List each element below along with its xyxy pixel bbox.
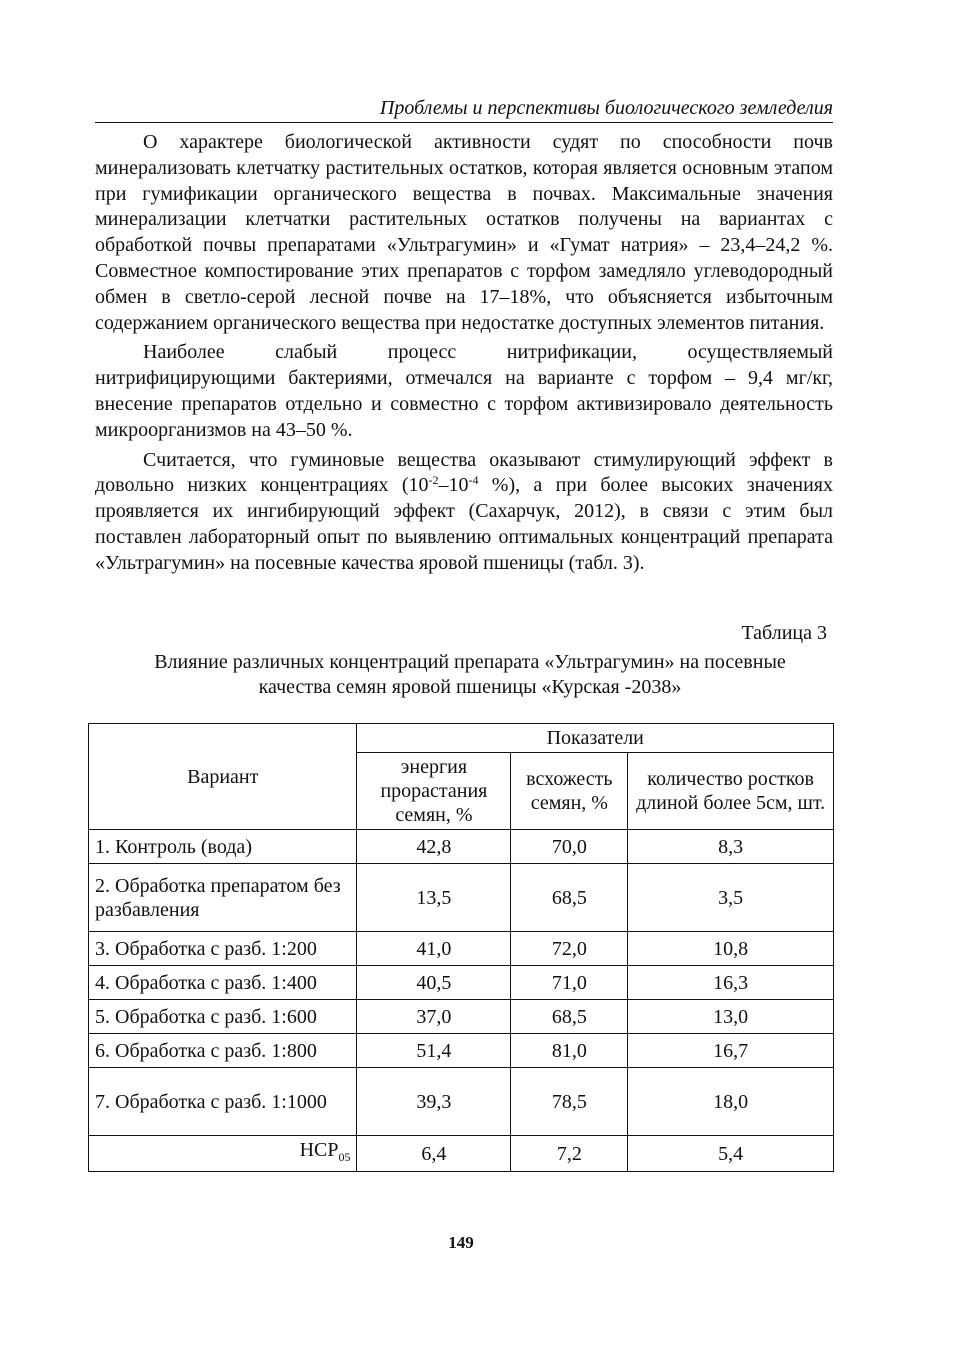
cell-sprout-count: 3,5 xyxy=(628,864,834,932)
table-label: Таблица 3 xyxy=(741,622,827,644)
cell-sprout-count: 10,8 xyxy=(628,932,834,966)
paragraph-3 xyxy=(95,448,833,577)
table-row xyxy=(89,1000,834,1034)
cell-energy: 51,4 xyxy=(357,1034,511,1068)
exponent-2: -4 xyxy=(468,473,479,488)
cell-germination: 72,0 xyxy=(511,932,628,966)
cell-sprout-count: 16,3 xyxy=(628,966,834,1000)
exponent-1: -2 xyxy=(428,473,439,488)
table-row xyxy=(89,1068,834,1136)
cell-variant: 3. Обработка с разб. 1:200 xyxy=(89,932,357,966)
paragraph-3-start: Считается, что гуминовые вещества оказывают стимулирующий эффект в довольно низких концентрациях (10 xyxy=(95,448,833,497)
table-row xyxy=(89,864,834,932)
col-header-variant: Вариант xyxy=(89,724,357,830)
cell-germination: 68,5 xyxy=(511,864,628,932)
table-row xyxy=(89,830,834,864)
body-text xyxy=(95,130,833,581)
paragraph-3-end: %), а при более высоких значениях проявляется их ингибирующий эффект (Сахарчук, 2012), в связи с этим был поставлен лабораторный опыт по выявлению оптимальных концентраций препарата «Ультрагумин» на посевные качества яровой пшеницы (табл. 3). xyxy=(95,474,833,574)
table-row xyxy=(89,1034,834,1068)
table-row xyxy=(89,966,834,1000)
col-header-sprout-count: количество ростков длиной более 5см, шт. xyxy=(628,753,834,830)
paragraph-1: О характере биологической активности судят по способности почв минерализовать клетчатку растительных остатков, которая является основным этапом при гумификации органического вещества в почвах. Максимальные значения минерализации клетчатки растительных остатков получены на вариантах с обработкой почвы препаратами «Ультрагумин» и «Гумат натрия» – 23,4–24,2 %. Совместное компостирование этих препаратов с торфом замедляло углеводородный обмен в светло-серой лесной почве на 17–18%, что объясняется избыточным содержанием органического вещества при недостатке доступных элементов питания. xyxy=(95,131,833,334)
col-header-group: Показатели xyxy=(357,724,834,753)
cell-energy: 41,0 xyxy=(357,932,511,966)
table-title: Влияние различных концентраций препарата «Ультрагумин» на посевные качества семян яровой пшеницы «Курская -2038» xyxy=(154,651,786,698)
page-number: 149 xyxy=(448,1233,474,1252)
cell-energy: 37,0 xyxy=(357,1000,511,1034)
cell-germination: 70,0 xyxy=(511,830,628,864)
cell-germination: 68,5 xyxy=(511,1000,628,1034)
cell-sprout-count: 8,3 xyxy=(628,830,834,864)
cell-variant: 4. Обработка с разб. 1:400 xyxy=(89,966,357,1000)
cell-variant: 1. Контроль (вода) xyxy=(89,830,357,864)
cell-germination: 78,5 xyxy=(511,1068,628,1136)
col-header-germination: всхожесть семян, % xyxy=(511,753,628,830)
cell-sprout-count: 16,7 xyxy=(628,1034,834,1068)
data-table xyxy=(88,723,834,1172)
running-header: Проблемы и перспективы биологического земледелия xyxy=(95,96,833,123)
cell-energy: 42,8 xyxy=(357,830,511,864)
cell-lsd-label xyxy=(89,1136,357,1172)
header-row-1 xyxy=(89,724,834,753)
cell-energy: 39,3 xyxy=(357,1068,511,1136)
lsd-subscript: 05 xyxy=(338,1150,351,1164)
cell-germination: 71,0 xyxy=(511,966,628,1000)
cell-germination: 7,2 xyxy=(511,1136,628,1172)
cell-sprout-count: 5,4 xyxy=(628,1136,834,1172)
paragraph-3-mid: –10 xyxy=(438,474,469,497)
cell-germination: 81,0 xyxy=(511,1034,628,1068)
col-header-energy: энергия прорастания семян, % xyxy=(357,753,511,830)
cell-sprout-count: 18,0 xyxy=(628,1068,834,1136)
cell-energy: 13,5 xyxy=(357,864,511,932)
cell-energy: 6,4 xyxy=(357,1136,511,1172)
table-row xyxy=(89,932,834,966)
lsd-label: НСР xyxy=(299,1139,339,1161)
cell-energy: 40,5 xyxy=(357,966,511,1000)
table-row-lsd xyxy=(89,1136,834,1172)
cell-sprout-count: 13,0 xyxy=(628,1000,834,1034)
cell-variant: 2. Обработка препаратом без разбавления xyxy=(89,864,357,932)
cell-variant: 5. Обработка с разб. 1:600 xyxy=(89,1000,357,1034)
cell-variant: 7. Обработка с разб. 1:1000 xyxy=(89,1068,357,1136)
paragraph-2: Наиболее слабый процесс нитрификации, осуществляемый нитрифицирующими бактериями, отмечался на варианте с торфом – 9,4 мг/кг, внесение препаратов отдельно и совместно с торфом активизировало деятельность микроорганизмов на 43–50 %. xyxy=(95,341,833,441)
cell-variant: 6. Обработка с разб. 1:800 xyxy=(89,1034,357,1068)
